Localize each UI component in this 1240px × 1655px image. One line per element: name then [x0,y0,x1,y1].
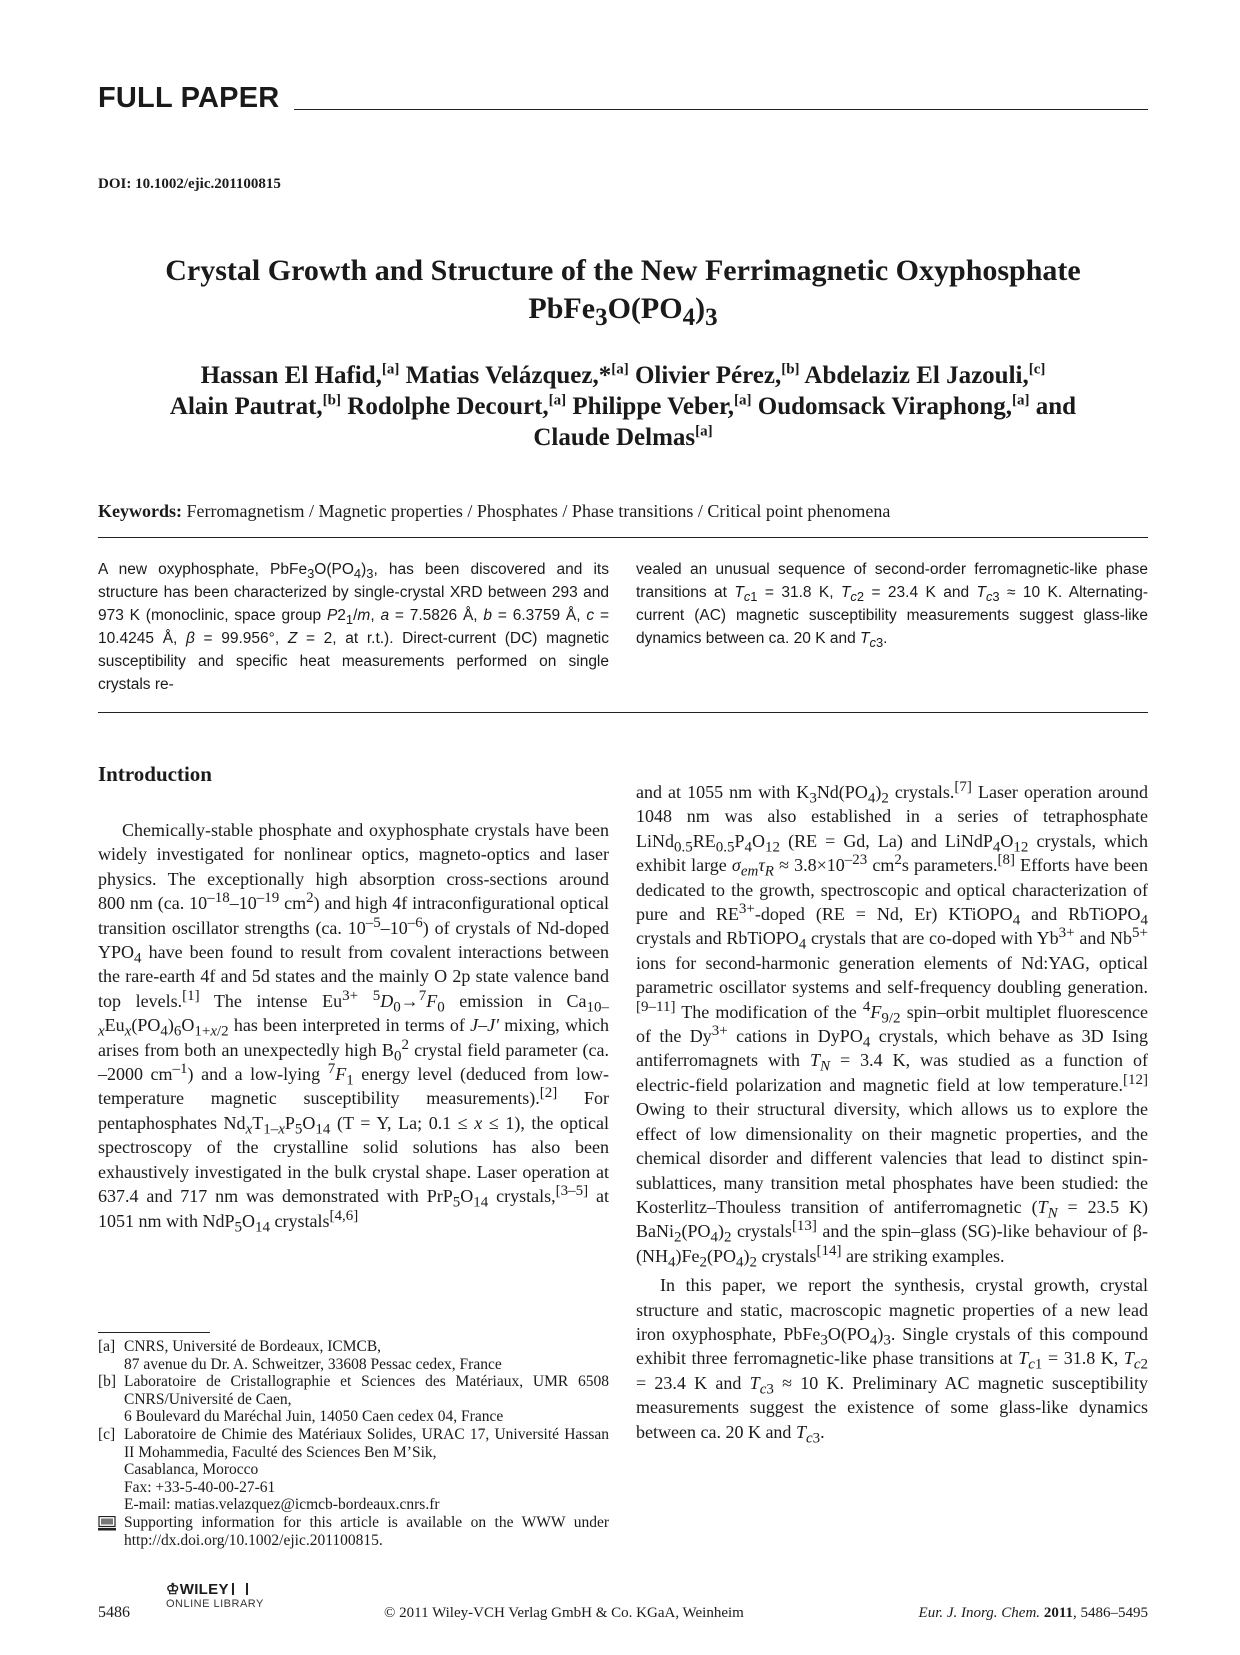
journal-pages: , 5486–5495 [1073,1605,1148,1621]
author[interactable]: Abdelaziz El Jazouli, [804,362,1029,389]
journal-name: Eur. J. Inorg. Chem. [918,1605,1041,1621]
title-line-1: Crystal Growth and Structure of the New Ferrimagnetic Oxyphosphate [165,254,1081,287]
author-affiliation: [a] [734,392,752,409]
body-column-left [98,818,610,1236]
paragraph: Chemically-stable phosphate and oxyphosphate crystals have been widely investigated for nonlinear optics, magneto-optics and laser physics. The exceptionally high absorption cross-sections around 800 nm (ca. $10^{-18}-10^{-19}$ $cm^2$) and high 4f intraconfigurational optical transition oscillator strengths (ca. $10^{-5}-10^{-6}$) of crystals of Nd-doped $YPO_4$ have been found to result from covalent interactions between the rare-earth 4f and 5d states and the mainly O 2p state valence band top levels.[1] The intense $Eu^{3+}$ $^5D_0\to^7F_0$ emission in $Ca_{10-x}Eu_x(PO_4)_6O_{1+x/2}$ has been interpreted in terms of J–J′ mixing, which arises from both an unexpectedly high $B_0^2$ crystal field parameter (ca. –2000 $cm^{-1}$) and a low-lying $^7F_1$ energy level (deduced from low-temperature magnetic susceptibility measurements).[2] For pentaphosphates $Nd_xT_{1-x}P_5O_{14}$ (T = Y, La; 0.1 ≤ x ≤ 1), the optical spectroscopy of the crystalline solid solutions has also been exhaustively investigated in the bulk crystal shape. Laser operation at 637.4 and 717 nm was demonstrated with $PrP_5O_{14}$ crystals,[3–5] at 1051 nm with $NdP_5O_{14}$ crystals[4,6] [98,820,610,1236]
journal-year: 2011 [1043,1605,1073,1621]
abstract-rule [98,712,1148,713]
author-affiliation: [a] [695,423,713,440]
affiliation-c-city: Casablanca, Morocco [124,1461,259,1479]
fax: Fax: +33-5-40-00-27-61 [124,1478,276,1496]
author-affiliation: [a] [381,361,400,378]
author[interactable]: Hassan El Hafid, [200,362,382,389]
body-column-right [636,779,1149,1447]
computer-icon [98,1516,116,1531]
email-link[interactable]: E-mail: matias.velazquez@icmcb-bordeaux.cnrs.fr [124,1496,440,1514]
author-line-3 [98,422,1148,453]
footnote-rule [98,1332,210,1333]
logo-wordmark: ♔WILEY [166,1580,276,1598]
author[interactable]: Rodolphe Decourt, [347,393,549,420]
author[interactable]: Matias Velázquez,* [405,362,612,389]
keywords-rule [98,537,1148,538]
affiliation-c: [c] Laboratoire de Chimie des Matériaux Solides, URAC 17, Université Hassan II Mohammedia, Faculté des Sciences Ben M’Sik, [98,1425,609,1461]
title-formula: $PbFe_3O(PO_4)_3$ [528,292,718,331]
author[interactable]: Olivier Pérez, [634,362,782,389]
paragraph: and at 1055 nm with $K_3Nd(PO_4)_2$ crystals.[7] Laser operation around 1048 nm was also established in a series of tetraphosphate $LiNd_{0.5}RE_{0.5}P_4O_{12}$ (RE = Gd, La) and $LiNdP_4O_{12}$ crystals, which exhibit large $\sigma_{em}\tau_R \approx 3.8\times 10^{-23}$ $cm^2s$ parameters.[8] Efforts have been dedicated to the growth, spectroscopic and optical characterization of pure and $RE^{3+}$-doped (RE = Nd, Er) KTiOPO$_4$ and RbTiOPO$_4$ crystals and RbTiOPO$_4$ crystals that are co-doped with $Yb^{3+}$ and $Nb^{5+}$ ions for second-harmonic generation elements of Nd:YAG, optical parametric oscillator systems and self-frequency doubling generation.[9–11] The modification of the $^4F_{9/2}$ spin–orbit multiplet fluorescence of the $Dy^{3+}$ cations in DyPO$_4$ crystals, which behave as 3D Ising antiferromagnets with $T_N = 3.4$ K, was studied as a function of electric-field polarization and magnetic field at low temperature.[12] Owing to their structural diversity, which allows us to explore the effect of low dimensionality on their magnetic properties, and the chemical disorder and different valencies that lead to distinct spin-sublattices, many transition metal phosphates have been studied: the Kosterlitz–Thouless transition of antiferromagnetic ($T_N = 23.5$ K) $BaNi_2(PO_4)_2$ crystals[13] and the spin–glass (SG)-like behaviour of $\beta-(NH_4)Fe_2(PO_4)_2$ crystals[14] are striking examples. [636,779,1149,1271]
author-affiliation: [b] [322,392,342,409]
copyright: © 2011 Wiley-VCH Verlag GmbH & Co. KGaA, Weinheim [384,1605,744,1621]
author-line-1 [98,360,1148,391]
affiliation-a-address: 87 avenue du Dr. A. Schweitzer, 33608 Pessac cedex, France [124,1355,502,1373]
paragraph: In this paper, we report the synthesis, crystal growth, crystal structure and static, macroscopic magnetic properties of a new lead iron oxyphosphate, $PbFe_3O(PO_4)_3$. Single crystals of this compound exhibit three ferromagnetic-like phase transitions at $T_{c1} = 31.8$ K, $T_{c2} = 23.4$ K and $T_{c3} \approx 10$ K. Preliminary AC magnetic susceptibility measurements suggest the existence of some glass-like dynamics between ca. 20 K and $T_{c3}$. [636,1275,1148,1447]
author[interactable]: Oudomsack Viraphong, [757,393,1013,420]
doi[interactable]: DOI: 10.1002/ejic.201100815 [98,176,281,192]
page-number: 5486 [98,1604,130,1621]
affiliation-b: [b] Laboratoire de Cristallographie et Sciences des Matériaux, UMR 6508 CNRS/Université de Caen, [98,1373,609,1408]
section-header [98,82,1148,118]
abstract-right: vealed an unusual sequence of second-order ferromagnetic-like phase transitions at $T_{c1} = 31.8$ K, $T_{c2} = 23.4$ K and $T_{c3} \approx 10$ K. Alternating-current (AC) magnetic susceptibility measurements suggest glass-like dynamics between ca. 20 K and $T_{c3}$. [636,561,1148,651]
author-affiliation: [b] [781,361,800,378]
abstract-left: A new oxyphosphate, $PbFe_3O(PO_4)_3$, has been discovered and its structure has been characterized by single-crystal XRD between 293 and 973 K (monoclinic, space group $P2_1/m$, a = 7.5826 Å, b = 6.3759 Å, c = 10.4245 Å, β = 99.956°, Z = 2, at r.t.). Direct-current (DC) magnetic susceptibility and specific heat measurements performed on single crystals re- [98,561,609,693]
supporting-info [98,1514,609,1549]
journal-citation [919,1605,1148,1622]
keywords [98,501,1148,522]
author-conjunction: and [1035,393,1077,420]
logo-subtitle: ONLINE LIBRARY [166,1598,264,1610]
author[interactable]: Alain Pautrat, [169,393,323,420]
author[interactable]: Philippe Veber, [572,393,735,420]
section-label: FULL PAPER [98,82,280,114]
author-affiliation: [a] [611,361,629,378]
author-affiliation: [a] [1012,392,1030,409]
affiliation-a: [a] CNRS, Université de Bordeaux, ICMCB, [98,1338,382,1355]
author-line-2 [98,391,1148,422]
author[interactable]: Claude Delmas [533,424,696,451]
author-affiliation: [c] [1028,361,1046,378]
supporting-info-link[interactable]: Supporting information for this article is available on the WWW under http://dx.doi.org/10.1002/ejic.201100815. [124,1513,609,1549]
author-list [98,360,1148,453]
author-affiliation: [a] [548,392,567,409]
wiley-logo[interactable] [166,1580,276,1620]
introduction-heading: Introduction [98,762,212,786]
article-title [98,252,1148,331]
affiliations [98,1338,609,1549]
keywords-label: Keywords: [98,501,182,521]
keywords-text: Ferromagnetism / Magnetic properties / Phosphates / Phase transitions / Critical point phenomena [186,501,891,521]
header-rule [294,109,1148,110]
affiliation-b-address: 6 Boulevard du Maréchal Juin, 14050 Caen cedex 04, France [124,1408,504,1426]
